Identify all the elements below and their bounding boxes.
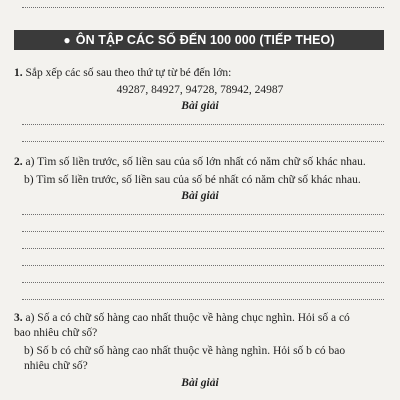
question-1-solution-label: Bài giải xyxy=(181,100,219,112)
question-3-number: 3. xyxy=(14,312,23,324)
answer-line xyxy=(22,231,384,232)
section-banner xyxy=(14,30,384,50)
question-3-solution-label: Bài giải xyxy=(181,377,219,389)
question-2-number: 2. xyxy=(14,156,23,168)
answer-line xyxy=(22,141,384,142)
question-3-part-a: 3. a) Số a có chữ số hàng cao nhất thuộc về hàng chục nghìn. Hỏi số a có bao nhiêu chữ số? xyxy=(14,312,350,339)
answer-line xyxy=(22,124,384,125)
question-1-numbers: 49287, 84927, 94728, 78942, 24987 xyxy=(116,84,284,96)
question-3-part-b: b) Số b có chữ số hàng cao nhất thuộc về hàng nghìn. Hỏi số b có bao nhiêu chữ số? xyxy=(24,345,346,372)
bullet-icon: ● xyxy=(63,33,71,47)
answer-line xyxy=(22,265,384,266)
question-2-part-a: 2. a) Tìm số liền trước, số liền sau của số lớn nhất có năm chữ số khác nhau. xyxy=(14,156,366,168)
question-1-number: 1. xyxy=(14,67,23,79)
question-1-text: Sắp xếp các số sau theo thứ tự từ bé đến lớn: xyxy=(25,67,232,79)
answer-line xyxy=(22,282,384,283)
answer-line xyxy=(22,7,384,8)
section-title: ÔN TẬP CÁC SỐ ĐẾN 100 000 (TIẾP THEO) xyxy=(75,33,335,47)
question-2-solution-label: Bài giải xyxy=(181,190,219,202)
question-2-part-b: b) Tìm số liền trước, số liền sau của số bé nhất có năm chữ số khác nhau. xyxy=(24,174,361,186)
question-1 xyxy=(14,66,231,81)
answer-line xyxy=(22,299,384,300)
answer-line xyxy=(22,248,384,249)
answer-line xyxy=(22,214,384,215)
